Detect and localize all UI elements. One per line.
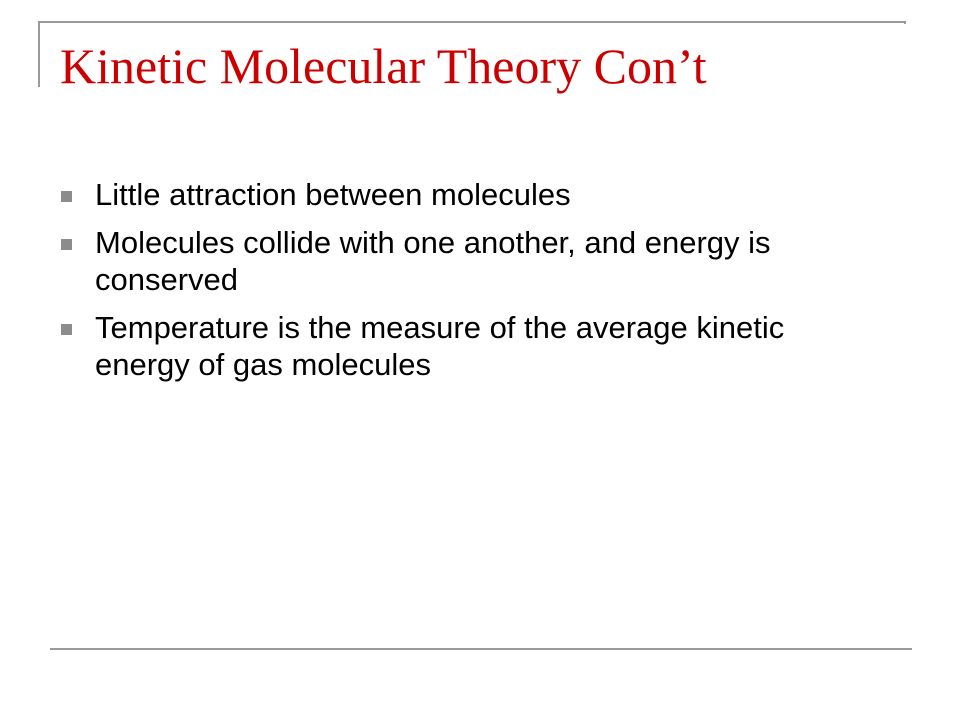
- bullet-list: [60, 176, 860, 394]
- bullet-item: [60, 176, 860, 213]
- bullet-item: [60, 224, 860, 298]
- square-bullet-icon: [61, 191, 72, 202]
- bullet-text: Molecules collide with one another, and energy is conserved: [95, 225, 771, 297]
- frame-bottom-line: [50, 648, 912, 650]
- bullet-item: [60, 309, 860, 383]
- frame-right-tick: [904, 21, 906, 24]
- frame-top-line: [38, 21, 906, 23]
- bullet-text: Temperature is the measure of the average kinetic energy of gas molecules: [95, 310, 785, 382]
- frame-left-line: [38, 21, 40, 87]
- square-bullet-icon: [61, 239, 72, 250]
- square-bullet-icon: [61, 324, 72, 335]
- slide-title: Kinetic Molecular Theory Con’t: [60, 38, 707, 94]
- bullet-text: Little attraction between molecules: [95, 177, 571, 212]
